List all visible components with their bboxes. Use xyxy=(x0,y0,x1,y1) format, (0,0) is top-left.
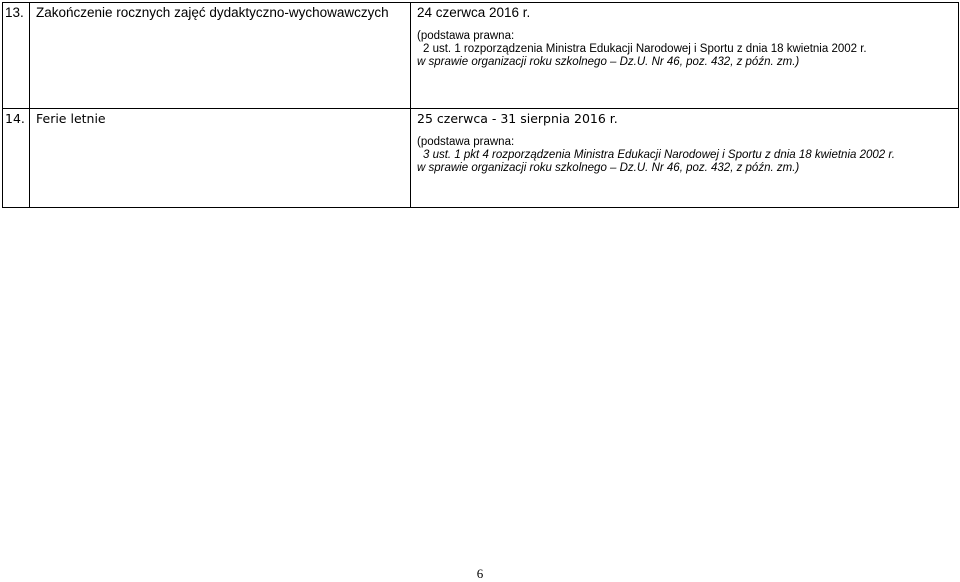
event-title: Zakończenie rocznych zajęć dydaktyczno-wychowawczych xyxy=(30,3,411,109)
legal-basis-heading: (podstawa prawna: xyxy=(417,136,515,148)
row-number: 13. xyxy=(3,3,30,109)
event-detail xyxy=(411,3,959,109)
legal-basis-reference: w sprawie organizacji roku szkolnego – Dz.U. Nr 46, poz. 432, z późn. zm.) xyxy=(417,162,800,174)
row-number: 14. xyxy=(3,109,30,208)
legal-basis-text: 3 ust. 1 pkt 4 rozporządzenia Ministra Edukacji Narodowej i Sportu z dnia 18 kwietnia 2002 r. xyxy=(423,149,895,161)
legal-basis-heading: (podstawa prawna: xyxy=(417,30,515,42)
legal-basis-reference: w sprawie organizacji roku szkolnego – Dz.U. Nr 46, poz. 432, z późn. zm.) xyxy=(417,56,800,68)
legal-basis xyxy=(417,30,954,69)
school-calendar-table xyxy=(2,2,959,208)
legal-basis-text: 2 ust. 1 rozporządzenia Ministra Edukacji Narodowej i Sportu z dnia 18 kwietnia 2002 r. xyxy=(423,43,867,55)
page-number: 6 xyxy=(476,566,484,581)
table-row xyxy=(3,3,959,109)
event-detail xyxy=(411,109,959,208)
legal-basis xyxy=(417,136,954,175)
event-title: Ferie letnie xyxy=(30,109,411,208)
event-date: 24 czerwca 2016 r. xyxy=(417,5,531,20)
table-row xyxy=(3,109,959,208)
event-date: 25 czerwca - 31 sierpnia 2016 r. xyxy=(417,111,618,126)
